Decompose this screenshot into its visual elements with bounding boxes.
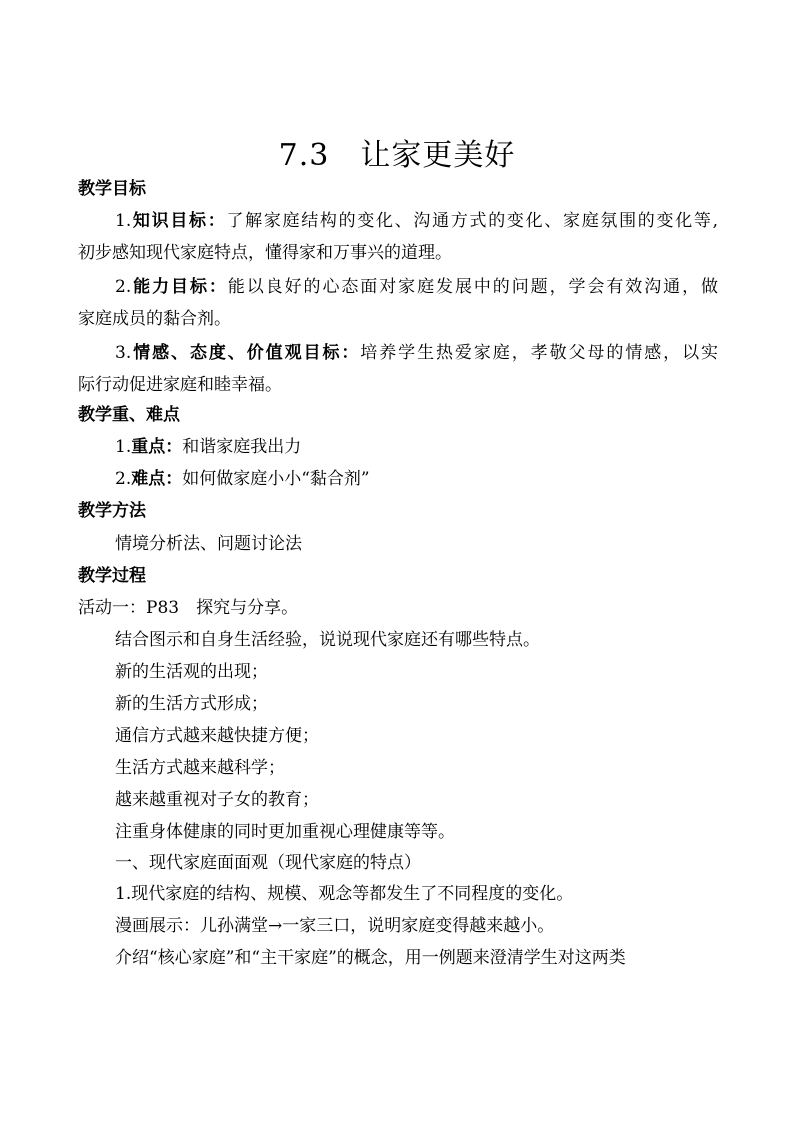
goal-1-label: 知识目标： — [131, 211, 227, 231]
goal-3-number: 3. — [115, 343, 132, 363]
goal-3-line-2: 际行动促进家庭和睦幸福。 — [78, 375, 282, 395]
key-2-label: 难点： — [131, 469, 183, 489]
activity-1: 活动一：P83 探究与分享。 — [78, 598, 299, 618]
key-1-number: 1. — [115, 437, 132, 457]
goal-1-text: 了解家庭结构的变化、沟通方式的变化、家庭氛围的变化等, — [226, 211, 718, 231]
method-text: 情境分析法、问题讨论法 — [115, 534, 302, 554]
goal-3-text: 培养学生热爱家庭，孝敬父母的情感，以实 — [360, 343, 718, 363]
goal-2-text: 能以良好的心态面对家庭发展中的问题，学会有效沟通，做 — [227, 277, 718, 297]
paragraph-7: 注重身体健康的同时更加重视心理健康等等。 — [115, 822, 455, 842]
goal-3-label: 情感、态度、价值观目标： — [131, 343, 361, 363]
key-1-label: 重点： — [131, 437, 183, 457]
key-2-text: 如何做家庭小小“黏合剂” — [182, 469, 370, 489]
goal-1-line-2: 初步感知现代家庭特点，懂得家和万事兴的道理。 — [78, 243, 452, 263]
heading-teaching-process: 教学过程 — [78, 566, 146, 586]
paragraph-6: 越来越重视对子女的教育； — [115, 790, 319, 810]
goal-2-label: 能力目标： — [131, 277, 228, 297]
paragraph-4: 通信方式越来越快捷方便； — [115, 726, 319, 746]
paragraph-5: 生活方式越来越科学； — [115, 758, 285, 778]
paragraph-9: 1.现代家庭的结构、规模、观念等都发生了不同程度的变化。 — [115, 884, 574, 904]
paragraph-11: 介绍“核心家庭”和“主干家庭”的概念，用一例题来澄清学生对这两类 — [115, 948, 626, 968]
key-1-text: 和谐家庭我出力 — [182, 437, 302, 457]
goal-2-number: 2. — [115, 277, 132, 297]
goal-1-line-1 — [115, 210, 718, 232]
key-point-1 — [115, 436, 718, 458]
paragraph-8: 一、现代家庭面面观（现代家庭的特点） — [115, 853, 421, 873]
goal-2-line-1 — [115, 276, 718, 298]
heading-key-points: 教学重、难点 — [78, 405, 180, 425]
key-point-2 — [115, 468, 718, 490]
paragraph-3: 新的生活方式形成； — [115, 694, 268, 714]
page-title: 7.3 让家更美好 — [278, 138, 516, 173]
key-2-number: 2. — [115, 469, 132, 489]
paragraph-10: 漫画展示：儿孙满堂→一家三口，说明家庭变得越来越小。 — [115, 916, 555, 936]
goal-2-line-2: 家庭成员的黏合剂。 — [78, 309, 231, 329]
heading-teaching-goals: 教学目标 — [78, 179, 146, 199]
heading-teaching-methods: 教学方法 — [78, 501, 146, 521]
paragraph-1: 结合图示和自身生活经验，说说现代家庭还有哪些特点。 — [115, 630, 540, 650]
goal-3-line-1 — [115, 342, 718, 364]
goal-1-number: 1. — [115, 211, 132, 231]
paragraph-2: 新的生活观的出现； — [115, 662, 268, 682]
